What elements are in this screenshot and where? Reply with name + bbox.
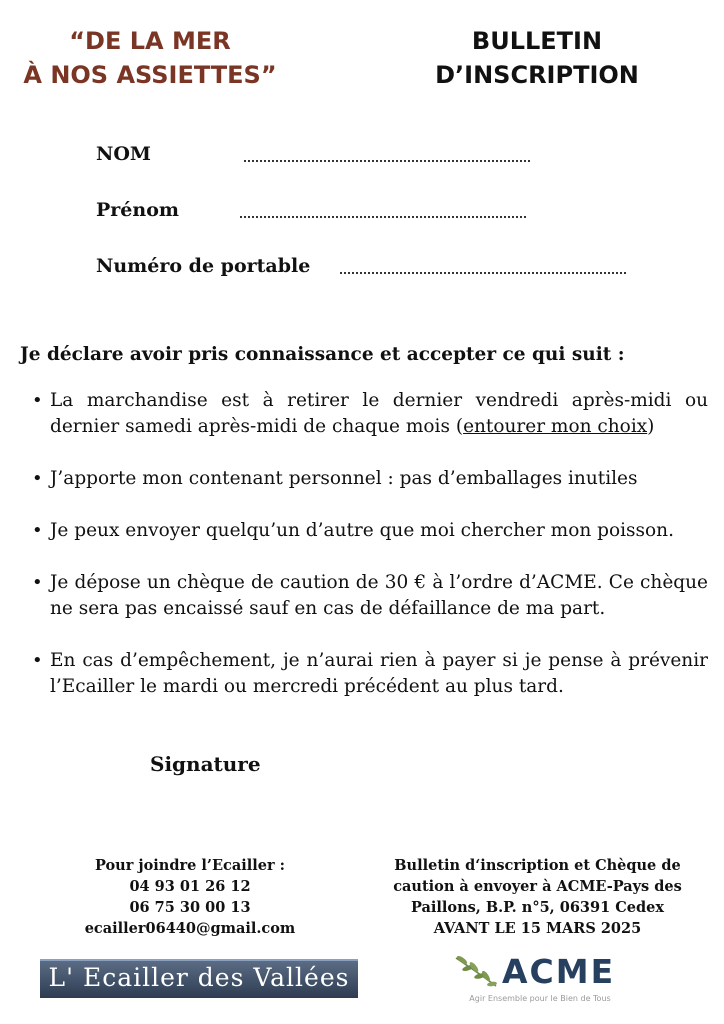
contact-phone-2: 06 75 30 00 13 [129, 899, 251, 916]
field-line-portable[interactable] [340, 272, 626, 274]
event-title-line1: “DE LA MER [69, 27, 231, 55]
ecailler-logo [40, 959, 358, 998]
field-label-portable: Numéro de portable [96, 255, 311, 277]
declaration-heading: Je déclare avoir pris connaissance et accepter ce qui suit : [20, 344, 625, 365]
field-label-nom: NOM [96, 143, 151, 165]
mailing-line-3: Paillons, B.P. n°5, 06391 Cedex [410, 899, 665, 916]
acme-logo-word: ACME [502, 952, 616, 991]
event-title [0, 24, 300, 92]
event-title-line2: À NOS ASSIETTES” [23, 61, 277, 89]
contact-email: ecailler06440@gmail.com [84, 920, 296, 937]
mailing-instructions [365, 855, 710, 939]
clause-pickup-end: ) [647, 416, 655, 437]
olive-branch-icon [452, 952, 500, 992]
field-line-prenom[interactable] [240, 216, 526, 218]
declaration-list [30, 388, 708, 726]
ecailler-logo-text: L' Ecailler des Vallées [48, 963, 350, 992]
signature-label: Signature [150, 752, 261, 776]
clause-pickup-text: La marchandise est à retirer le dernier vendredi après-midi ou dernier samedi après-midi de chaque mois ( [50, 390, 708, 437]
clause-container: • J’apporte mon contenant personnel : pas d’emballages inutiles [30, 466, 708, 492]
clause-pickup-choice: entourer mon choix [463, 416, 648, 437]
acme-logo [450, 950, 630, 1010]
form-title-line1: BULLETIN [471, 27, 603, 55]
clause-proxy: • Je peux envoyer quelqu’un d’autre que moi chercher mon poisson. [30, 518, 708, 544]
form-title-line2: D’INSCRIPTION [435, 61, 639, 89]
mailing-line-2: caution à envoyer à ACME-Pays des [393, 878, 682, 895]
clause-pickup [30, 388, 708, 440]
clause-cancellation: • En cas d’empêchement, je n’aurai rien à payer si je pense à prévenir l’Ecailler le mardi ou mercredi précédent au plus tard. [30, 648, 708, 700]
form-title [412, 24, 662, 92]
field-line-nom[interactable] [244, 160, 530, 162]
field-label-prenom: Prénom [96, 199, 179, 221]
contact-block [40, 855, 340, 939]
clause-deposit: • Je dépose un chèque de caution de 30 € à l’ordre d’ACME. Ce chèque ne sera pas encaissé sauf en cas de défaillance de ma part. [30, 570, 708, 622]
mailing-line-1: Bulletin d‘inscription et Chèque de [394, 857, 681, 874]
acme-logo-tagline: Agir Ensemble pour le Bien de Tous [469, 994, 611, 1003]
mailing-deadline: AVANT LE 15 MARS 2025 [433, 920, 642, 937]
contact-title: Pour joindre l’Ecailler : [94, 857, 286, 874]
contact-phone-1: 04 93 01 26 12 [129, 878, 251, 895]
